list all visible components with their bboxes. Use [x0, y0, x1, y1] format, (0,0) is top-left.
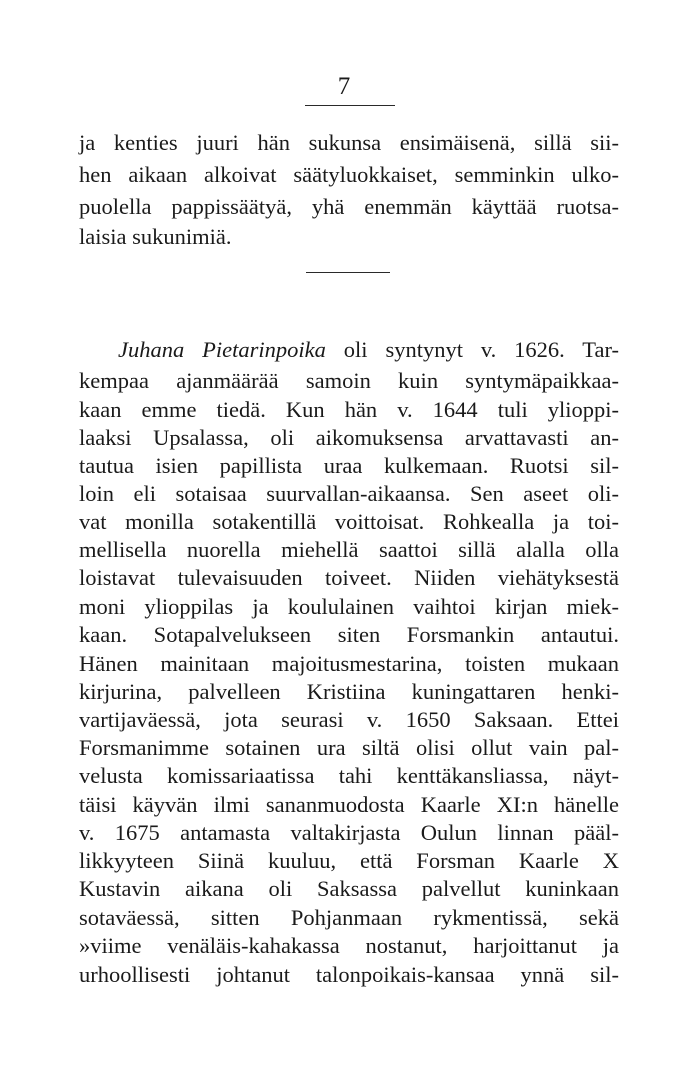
header-rule [305, 105, 395, 106]
text-line: mellisella nuorella miehellä saattoi sillä alalla olla [79, 537, 619, 562]
text-line: urhoollisesti johtanut talonpoikais-kansaa ynnä sil- [79, 962, 619, 987]
text-line: loistavat tulevaisuuden toiveet. Niiden viehätyksestä [79, 565, 619, 590]
person-name: Juhana Pietarinpoika [118, 337, 326, 362]
text-line: ja kenties juuri hän sukunsa ensimäisenä, sillä sii- [79, 130, 619, 155]
text-line: kaan. Sotapalvelukseen siten Forsmankin antautui. [79, 622, 619, 647]
text-line: tautua isien papillista uraa kulkemaan. Ruotsi sil- [79, 453, 619, 478]
text-line: hen aikaan alkoivat säätyluokkaiset, semminkin ulko- [79, 162, 619, 187]
text-line: kaan emme tiedä. Kun hän v. 1644 tuli ylioppi- [79, 397, 619, 422]
text-line: likkyyteen Siinä kuuluu, että Forsman Kaarle X [79, 848, 619, 873]
text-line: puolella pappissäätyä, yhä enemmän käyttää ruotsa- [79, 194, 619, 219]
text-line: moni ylioppilas ja koululainen vaihtoi kirjan miek- [79, 594, 619, 619]
first-line-rest: oli syntynyt v. 1626. Tar- [325, 337, 619, 362]
text-line: Forsmanimme sotainen ura siltä olisi ollut vain pal- [79, 735, 619, 760]
section-divider [306, 272, 390, 273]
text-line: laaksi Upsalassa, oli aikomuksensa arvattavasti an- [79, 425, 619, 450]
text-line: »viime venäläis-kahakassa nostanut, harjoittanut ja [79, 933, 619, 958]
text-line: vartijaväessä, jota seurasi v. 1650 Saksaan. Ettei [79, 707, 619, 732]
text-line: sotaväessä, sitten Pohjanmaan rykmentissä, sekä [79, 905, 619, 930]
text-line: loin eli sotaisaa suurvallan-aikaansa. Sen aseet oli- [79, 481, 619, 506]
text-line: laisia sukunimiä. [79, 224, 232, 249]
text-line: Kustavin aikana oli Saksassa palvellut kuninkaan [79, 876, 619, 901]
text-line: Hänen mainitaan majoitusmestarina, toisten mukaan [79, 651, 619, 676]
text-line: v. 1675 antamasta valtakirjasta Oulun linnan pääl- [79, 820, 619, 845]
text-line: kempaa ajanmäärää samoin kuin syntymäpaikkaa- [79, 368, 619, 393]
text-line: kirjurina, palvelleen Kristiina kuningattaren henki- [79, 679, 619, 704]
text-line: täisi käyvän ilmi sananmuodosta Kaarle XI:n hänelle [79, 792, 619, 817]
text-line: velusta komissariaatissa tahi kenttäkansliassa, näyt- [79, 763, 619, 788]
page-number: 7 [337, 73, 351, 100]
text-line: vat monilla sotakentillä voittoisat. Rohkealla ja toi- [79, 509, 619, 534]
text-line-first [118, 335, 619, 365]
